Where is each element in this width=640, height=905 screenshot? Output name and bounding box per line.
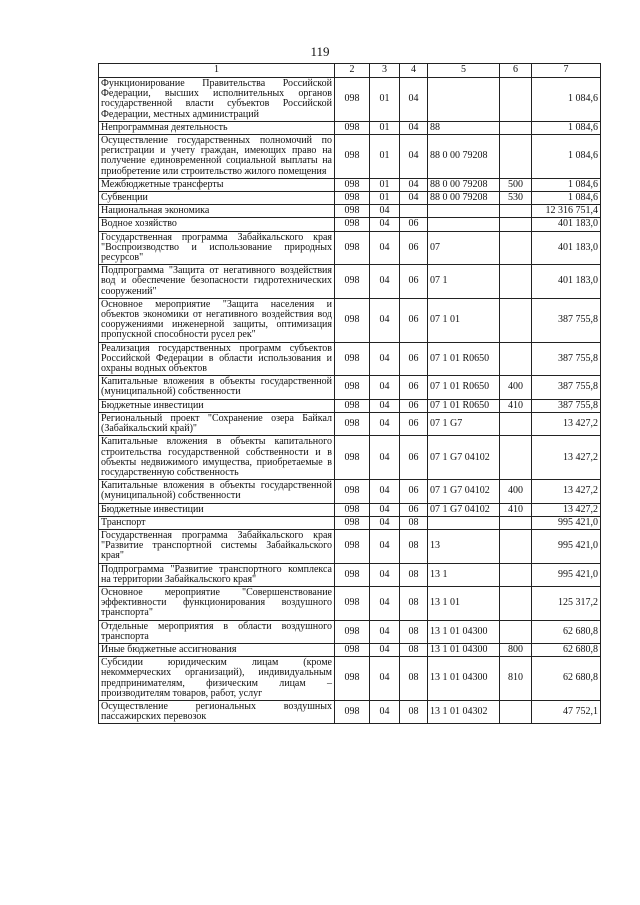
amount-cell: 387 755,8 [532, 298, 601, 342]
amount-cell: 62 680,8 [532, 643, 601, 656]
subsection-code-cell: 08 [400, 700, 428, 723]
amount-cell: 13 427,2 [532, 480, 601, 503]
admin-code-cell: 098 [335, 265, 370, 299]
column-header: 7 [532, 64, 601, 78]
admin-code-cell: 098 [335, 178, 370, 191]
subsection-code-cell: 04 [400, 135, 428, 179]
expense-type-cell [500, 563, 532, 586]
admin-code-cell: 098 [335, 218, 370, 231]
table-row [99, 643, 601, 656]
target-article-cell: 07 1 01 R0650 [428, 342, 500, 376]
subsection-code-cell: 06 [400, 376, 428, 399]
row-name-cell: Капитальные вложения в объекты государственной (муниципальной) собственности [99, 376, 335, 399]
table-row [99, 480, 601, 503]
column-header: 3 [370, 64, 400, 78]
expense-type-cell [500, 218, 532, 231]
subsection-code-cell: 06 [400, 342, 428, 376]
section-code-cell: 04 [370, 503, 400, 516]
expense-type-cell [500, 298, 532, 342]
section-code-cell: 04 [370, 436, 400, 480]
subsection-code-cell: 06 [400, 218, 428, 231]
row-name-cell: Капитальные вложения в объекты капитального строительства государственной собственности и в объекты недвижимого имущества, приобретаемые в государственную собственность [99, 436, 335, 480]
admin-code-cell: 098 [335, 480, 370, 503]
amount-cell: 12 316 751,4 [532, 205, 601, 218]
expense-type-cell: 810 [500, 657, 532, 701]
row-name-cell: Основное мероприятие "Совершенствование эффективности функционирования воздушного транспорта" [99, 586, 335, 620]
target-article-cell [428, 218, 500, 231]
subsection-code-cell: 06 [400, 399, 428, 412]
target-article-cell: 07 1 G7 04102 [428, 436, 500, 480]
target-article-cell: 13 1 01 04302 [428, 700, 500, 723]
admin-code-cell: 098 [335, 529, 370, 563]
table-row [99, 516, 601, 529]
row-name-cell: Региональный проект "Сохранение озера Байкал (Забайкальский край)" [99, 412, 335, 435]
expense-type-cell: 410 [500, 399, 532, 412]
table-row [99, 121, 601, 134]
subsection-code-cell: 08 [400, 563, 428, 586]
expense-type-cell: 800 [500, 643, 532, 656]
table-row [99, 265, 601, 299]
expense-type-cell: 530 [500, 192, 532, 205]
admin-code-cell: 098 [335, 298, 370, 342]
subsection-code-cell: 06 [400, 298, 428, 342]
column-header: 5 [428, 64, 500, 78]
target-article-cell: 13 1 01 04300 [428, 643, 500, 656]
section-code-cell: 04 [370, 620, 400, 643]
table-row [99, 376, 601, 399]
row-name-cell: Транспорт [99, 516, 335, 529]
column-header: 2 [335, 64, 370, 78]
section-code-cell: 01 [370, 121, 400, 134]
expense-type-cell: 410 [500, 503, 532, 516]
expense-type-cell [500, 620, 532, 643]
budget-table [98, 63, 601, 724]
target-article-cell [428, 205, 500, 218]
subsection-code-cell: 06 [400, 231, 428, 265]
target-article-cell: 13 1 01 04300 [428, 657, 500, 701]
table-row [99, 78, 601, 122]
admin-code-cell: 098 [335, 412, 370, 435]
target-article-cell: 07 1 G7 04102 [428, 480, 500, 503]
expense-type-cell [500, 121, 532, 134]
subsection-code-cell: 08 [400, 586, 428, 620]
amount-cell: 1 084,6 [532, 78, 601, 122]
section-code-cell: 04 [370, 342, 400, 376]
table-row [99, 231, 601, 265]
amount-cell: 125 317,2 [532, 586, 601, 620]
expense-type-cell [500, 436, 532, 480]
amount-cell: 401 183,0 [532, 265, 601, 299]
expense-type-cell [500, 412, 532, 435]
admin-code-cell: 098 [335, 586, 370, 620]
amount-cell: 387 755,8 [532, 376, 601, 399]
section-code-cell: 04 [370, 376, 400, 399]
target-article-cell: 07 1 [428, 265, 500, 299]
admin-code-cell: 098 [335, 516, 370, 529]
section-code-cell: 04 [370, 516, 400, 529]
target-article-cell: 07 1 01 [428, 298, 500, 342]
table-row [99, 192, 601, 205]
row-name-cell: Бюджетные инвестиции [99, 503, 335, 516]
target-article-cell [428, 516, 500, 529]
target-article-cell: 07 1 01 R0650 [428, 399, 500, 412]
admin-code-cell: 098 [335, 563, 370, 586]
target-article-cell: 13 [428, 529, 500, 563]
expense-type-cell [500, 342, 532, 376]
row-name-cell: Реализация государственных программ субъектов Российской Федерации в области использования и охраны водных объектов [99, 342, 335, 376]
admin-code-cell: 098 [335, 657, 370, 701]
target-article-cell: 88 0 00 79208 [428, 135, 500, 179]
section-code-cell: 01 [370, 78, 400, 122]
amount-cell: 1 084,6 [532, 135, 601, 179]
row-name-cell: Капитальные вложения в объекты государственной (муниципальной) собственности [99, 480, 335, 503]
target-article-cell: 88 0 00 79208 [428, 178, 500, 191]
admin-code-cell: 098 [335, 503, 370, 516]
table-row [99, 436, 601, 480]
subsection-code-cell: 06 [400, 480, 428, 503]
subsection-code-cell: 06 [400, 412, 428, 435]
section-code-cell: 04 [370, 265, 400, 299]
section-code-cell: 04 [370, 205, 400, 218]
section-code-cell: 04 [370, 700, 400, 723]
amount-cell: 1 084,6 [532, 121, 601, 134]
target-article-cell: 88 0 00 79208 [428, 192, 500, 205]
row-name-cell: Субсидии юридическим лицам (кроме некоммерческих организаций), индивидуальным предпринимателям, физическим лицам – производителям товаров, работ, услуг [99, 657, 335, 701]
expense-type-cell [500, 529, 532, 563]
section-code-cell: 01 [370, 178, 400, 191]
row-name-cell: Функционирование Правительства Российской Федерации, высших исполнительных органов государственной власти субъектов Российской Федерации, местных администраций [99, 78, 335, 122]
row-name-cell: Государственная программа Забайкальского края "Воспроизводство и использование природных ресурсов" [99, 231, 335, 265]
subsection-code-cell [400, 205, 428, 218]
subsection-code-cell: 08 [400, 620, 428, 643]
amount-cell: 1 084,6 [532, 192, 601, 205]
admin-code-cell: 098 [335, 620, 370, 643]
expense-type-cell [500, 700, 532, 723]
amount-cell: 13 427,2 [532, 436, 601, 480]
table-row [99, 342, 601, 376]
admin-code-cell: 098 [335, 643, 370, 656]
amount-cell: 13 427,2 [532, 503, 601, 516]
subsection-code-cell: 04 [400, 178, 428, 191]
target-article-cell: 13 1 [428, 563, 500, 586]
target-article-cell: 07 1 01 R0650 [428, 376, 500, 399]
row-name-cell: Субвенции [99, 192, 335, 205]
section-code-cell: 04 [370, 529, 400, 563]
admin-code-cell: 098 [335, 78, 370, 122]
amount-cell: 387 755,8 [532, 342, 601, 376]
subsection-code-cell: 06 [400, 436, 428, 480]
table-row [99, 135, 601, 179]
row-name-cell: Водное хозяйство [99, 218, 335, 231]
row-name-cell: Отдельные мероприятия в области воздушного транспорта [99, 620, 335, 643]
section-code-cell: 04 [370, 231, 400, 265]
table-row [99, 529, 601, 563]
section-code-cell: 01 [370, 135, 400, 179]
table-row [99, 218, 601, 231]
admin-code-cell: 098 [335, 192, 370, 205]
column-header: 4 [400, 64, 428, 78]
row-name-cell: Осуществление региональных воздушных пассажирских перевозок [99, 700, 335, 723]
section-code-cell: 04 [370, 412, 400, 435]
amount-cell: 401 183,0 [532, 218, 601, 231]
row-name-cell: Подпрограмма "Защита от негативного воздействия вод и обеспечение безопасности гидротехнических сооружений" [99, 265, 335, 299]
subsection-code-cell: 04 [400, 78, 428, 122]
table-row [99, 700, 601, 723]
target-article-cell: 88 [428, 121, 500, 134]
table-row [99, 657, 601, 701]
section-code-cell: 04 [370, 563, 400, 586]
admin-code-cell: 098 [335, 205, 370, 218]
subsection-code-cell: 08 [400, 643, 428, 656]
target-article-cell: 07 [428, 231, 500, 265]
table-header-row [99, 64, 601, 78]
expense-type-cell: 400 [500, 480, 532, 503]
row-name-cell: Иные бюджетные ассигнования [99, 643, 335, 656]
admin-code-cell: 098 [335, 135, 370, 179]
amount-cell: 995 421,0 [532, 563, 601, 586]
admin-code-cell: 098 [335, 399, 370, 412]
row-name-cell: Межбюджетные трансферты [99, 178, 335, 191]
column-header: 6 [500, 64, 532, 78]
amount-cell: 995 421,0 [532, 516, 601, 529]
admin-code-cell: 098 [335, 231, 370, 265]
section-code-cell: 04 [370, 399, 400, 412]
admin-code-cell: 098 [335, 342, 370, 376]
table-row [99, 412, 601, 435]
column-header: 1 [99, 64, 335, 78]
amount-cell: 62 680,8 [532, 657, 601, 701]
target-article-cell: 07 1 G7 [428, 412, 500, 435]
subsection-code-cell: 06 [400, 503, 428, 516]
expense-type-cell [500, 205, 532, 218]
row-name-cell: Подпрограмма "Развитие транспортного комплекса на территории Забайкальского края" [99, 563, 335, 586]
table-row [99, 563, 601, 586]
expense-type-cell [500, 78, 532, 122]
section-code-cell: 04 [370, 586, 400, 620]
section-code-cell: 04 [370, 643, 400, 656]
subsection-code-cell: 08 [400, 529, 428, 563]
expense-type-cell: 400 [500, 376, 532, 399]
table-row [99, 298, 601, 342]
amount-cell: 401 183,0 [532, 231, 601, 265]
table-row [99, 586, 601, 620]
target-article-cell: 07 1 G7 04102 [428, 503, 500, 516]
expense-type-cell [500, 231, 532, 265]
subsection-code-cell: 06 [400, 265, 428, 299]
target-article-cell: 13 1 01 04300 [428, 620, 500, 643]
page-number: 119 [310, 44, 330, 59]
table-row [99, 399, 601, 412]
row-name-cell: Бюджетные инвестиции [99, 399, 335, 412]
row-name-cell: Государственная программа Забайкальского края "Развитие транспортной системы Забайкальского края" [99, 529, 335, 563]
amount-cell: 387 755,8 [532, 399, 601, 412]
section-code-cell: 04 [370, 657, 400, 701]
target-article-cell [428, 78, 500, 122]
expense-type-cell: 500 [500, 178, 532, 191]
subsection-code-cell: 04 [400, 192, 428, 205]
subsection-code-cell: 08 [400, 657, 428, 701]
table-row [99, 620, 601, 643]
table-row [99, 205, 601, 218]
amount-cell: 1 084,6 [532, 178, 601, 191]
amount-cell: 995 421,0 [532, 529, 601, 563]
section-code-cell: 04 [370, 480, 400, 503]
admin-code-cell: 098 [335, 121, 370, 134]
expense-type-cell [500, 265, 532, 299]
amount-cell: 13 427,2 [532, 412, 601, 435]
expense-type-cell [500, 516, 532, 529]
target-article-cell: 13 1 01 [428, 586, 500, 620]
subsection-code-cell: 08 [400, 516, 428, 529]
section-code-cell: 04 [370, 298, 400, 342]
table-row [99, 178, 601, 191]
row-name-cell: Основное мероприятие "Защита населения и объектов экономики от негативного воздействия вод сооружениями инженерной защиты, оптимизация пропускной способности русел рек" [99, 298, 335, 342]
admin-code-cell: 098 [335, 436, 370, 480]
section-code-cell: 01 [370, 192, 400, 205]
admin-code-cell: 098 [335, 700, 370, 723]
amount-cell: 47 752,1 [532, 700, 601, 723]
row-name-cell: Осуществление государственных полномочий по регистрации и учету граждан, имеющих право на получение единовременной социальной выплаты на приобретение или строительство жилого помещения [99, 135, 335, 179]
section-code-cell: 04 [370, 218, 400, 231]
amount-cell: 62 680,8 [532, 620, 601, 643]
row-name-cell: Непрограммная деятельность [99, 121, 335, 134]
expense-type-cell [500, 586, 532, 620]
table-row [99, 503, 601, 516]
admin-code-cell: 098 [335, 376, 370, 399]
row-name-cell: Национальная экономика [99, 205, 335, 218]
subsection-code-cell: 04 [400, 121, 428, 134]
expense-type-cell [500, 135, 532, 179]
